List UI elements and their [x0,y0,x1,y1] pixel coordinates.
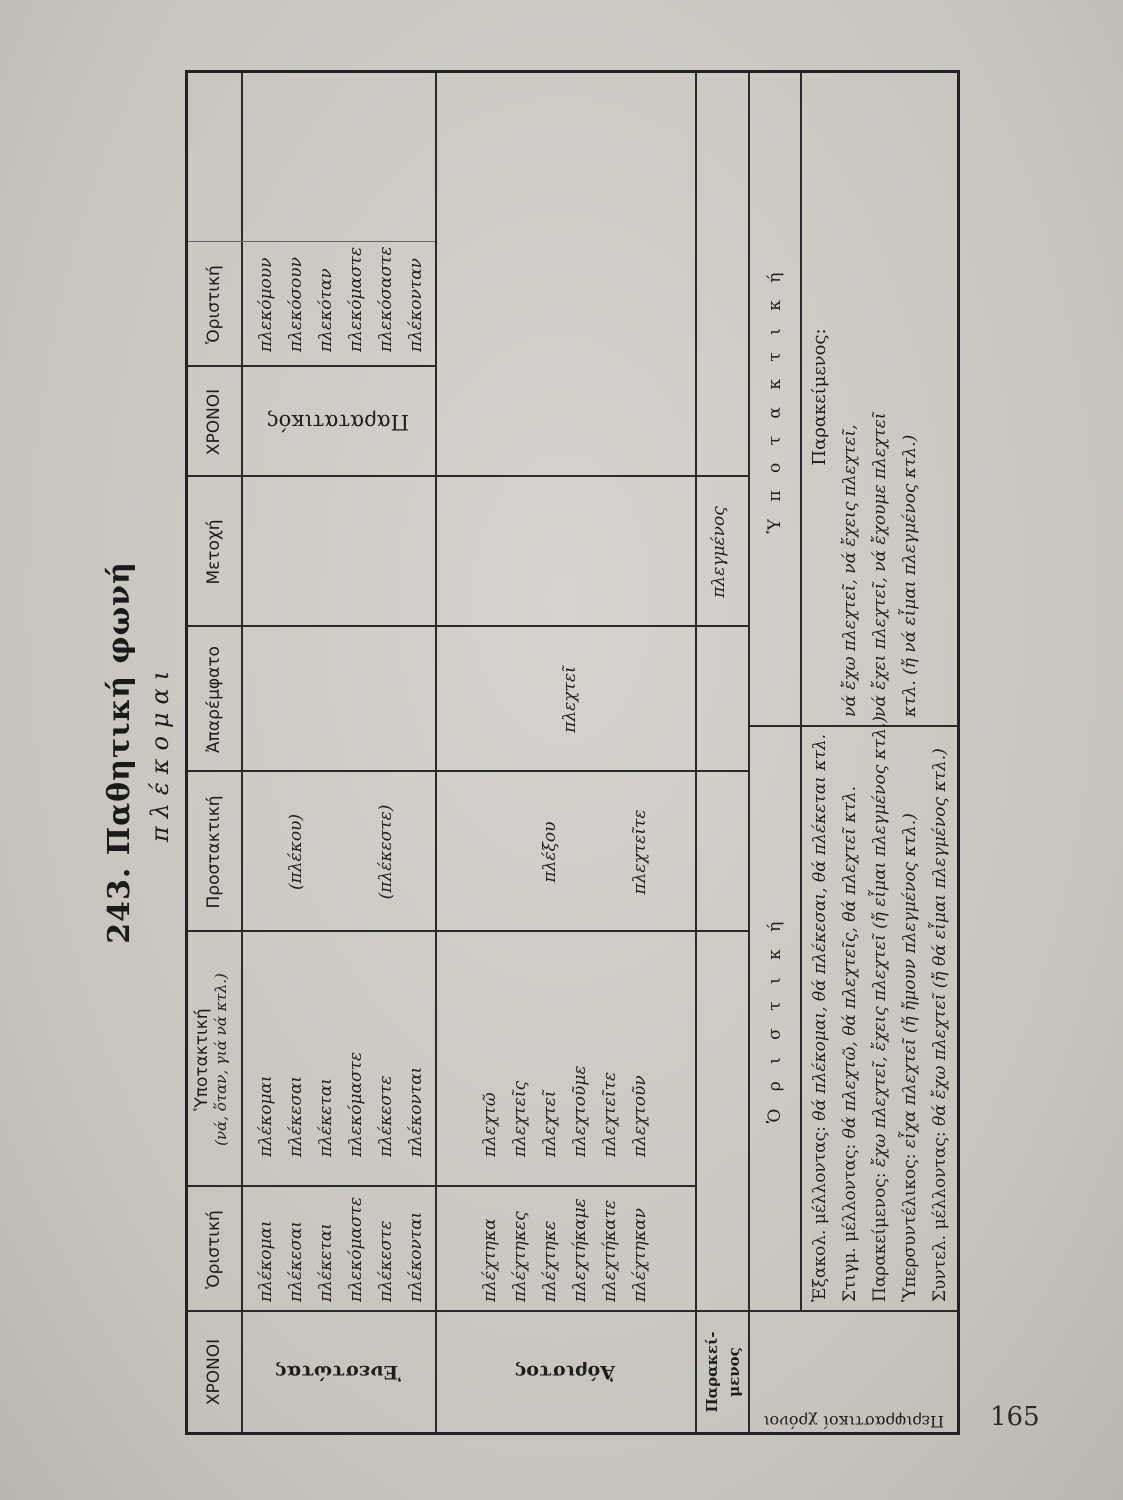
form: πλέκονται [406,1066,426,1157]
periphrastic-subjunctive-heading: Ὑ π ο τ α κ τ ι κ ή [765,266,785,534]
header-tenses: ΧΡΟΝΟΙ [204,1338,224,1406]
periphrastic-indicative-forms [805,716,955,1302]
form: πλέκομαι [256,1075,276,1157]
page-number: 165 [990,1402,1040,1432]
present-imperative-pl: (πλέκεστε) [376,804,396,900]
header-tenses-2: ΧΡΟΝΟΙ [204,388,224,456]
future-perfect-line [925,732,955,1302]
periphrastic-subjunctive-forms [805,77,925,717]
periphrastic-indicative-heading: Ὁ ρ ι σ τ ι κ ή [765,915,785,1124]
header-participle: Μετοχή [204,519,224,585]
tense-label-aorist: Ἀόριστος [514,1361,616,1383]
section-title [95,70,145,1435]
section-heading: Παθητική φωνή [102,561,137,856]
aorist-imperative-sg: πλέξου [540,821,560,883]
pluperfect-line [895,732,925,1302]
perfect-participle: πλεγμένος [709,506,729,598]
form: πλέκεται [316,1223,336,1302]
form: πλέκεται [316,1078,336,1157]
form: πλέχτηκες [510,1211,530,1302]
present-subjunctive [251,937,431,1157]
aorist-infinitive: πλεχτεῖ [560,666,580,733]
header-subjunctive [192,932,245,1187]
tense-label-periphrastic: Περιφραστικοί χρόνοι [763,1412,944,1431]
aorist-subjunctive [475,937,655,1157]
form: πλέκεσαι [286,1075,306,1157]
form: πλεκόμουν [256,257,276,352]
tense-label-imperfect: Παρατατικός [266,410,410,434]
rotated-content [95,70,970,1435]
future-simple-line [835,732,865,1302]
form: πλεχτήκατε [600,1199,620,1302]
form: πλέχτηκα [480,1218,500,1302]
subjunctive-perfect-line-1: νά ἔχω πλεχτεῖ, νά ἔχεις πλεχτεῖ, [840,424,860,717]
verb-heading: πλέκομαι [146,662,174,843]
tense-name: Παρακείμενος: [870,1172,890,1302]
tense-name: Ὑπερσυντέλικος: [900,1153,920,1302]
form: πλεκόμαστε [346,1196,366,1302]
header-indicative: Ὁριστική [204,1210,224,1289]
form: πλέκονταν [406,257,426,352]
form: πλέκονται [406,1211,426,1302]
header-indicative-2: Ὁριστική [204,265,224,344]
section-number: 243. [102,866,137,944]
future-continuous-line [805,732,835,1302]
form: πλεχτεῖς [510,1080,530,1157]
aorist-imperative-pl: πλεχτεῖτε [630,809,650,895]
subjunctive-perfect-line-2: νά ἔχει πλεχτεῖ, νά ἔχουμε πλεχτεῖ [870,412,890,717]
form: πλεκόταν [316,268,336,352]
form: πλεχτεῖτε [600,1071,620,1157]
form: πλέκεστε [376,1075,396,1157]
forms: θά ἔχω πλεχτεῖ (ἤ θά εἶμαι πλεγμένος κτλ.) [930,748,950,1126]
form: πλεκόσουν [286,257,306,352]
form: πλεχτοῦν [630,1075,650,1157]
perfect-line [865,716,895,1302]
tense-label-present: Ἐνεστώτας [274,1361,402,1383]
form: πλεχτήκαμε [570,1198,590,1302]
imperfect-indicative [251,82,431,352]
form: πλέκεστε [376,1220,396,1302]
form: πλέκομαι [256,1220,276,1302]
header-subjunctive-note: (νά, ὅταν, γιά νά κτλ.) [212,973,230,1146]
tense-name: Ἐξακολ. μέλλοντας: [810,1126,830,1302]
present-imperative-sg: (πλέκου) [286,813,306,891]
form: πλέκεσαι [286,1220,306,1302]
tense-name: Στιγμ. μέλλοντας: [840,1143,860,1302]
form: πλεκόμαστε [346,246,366,352]
tense-name: Συντελ. μέλλοντας: [930,1131,950,1302]
header-subjunctive-label: Ὑποτακτική [192,1008,212,1111]
header-infinitive: Ἀπαρέμφατο [204,646,224,753]
header-imperative: Προστακτική [204,795,224,909]
forms: ἔχω πλεχτεῖ, ἔχεις πλεχτεῖ (ἤ εἶμαι πλεγμένος κτλ.) [870,716,890,1168]
form: πλεχτεῖ [540,1090,560,1157]
aorist-indicative [475,1187,655,1302]
form: πλεκόμαστε [346,1051,366,1157]
subjunctive-perfect-line-3: κτλ. (ἤ νά εἶμαι πλεγμένος κτλ.) [900,434,920,717]
form: πλέχτηκε [540,1220,560,1302]
forms: θά πλέκομαι, θά πλέκεσαι, θά πλέκεται κτλ. [810,733,830,1121]
present-indicative [251,1187,431,1302]
form: πλεχτῶ [480,1092,500,1157]
form: πλέχτηκαν [630,1208,650,1302]
form: πλεχτοῦμε [570,1065,590,1157]
subjunctive-perfect-name: Παρακείμενος: [809,328,830,466]
forms: εἶχα πλεχτεῖ (ἤ ἤμουν πλεγμένος κτλ.) [900,813,920,1149]
tense-label-perfect: Παρακεί-μενος [703,1331,743,1413]
conjugation-table [185,70,960,1435]
forms: θά πλεχτῶ, θά πλεχτεῖς, θά πλεχτεῖ κτλ. [840,785,860,1139]
form: πλεκόσαστε [376,246,396,352]
